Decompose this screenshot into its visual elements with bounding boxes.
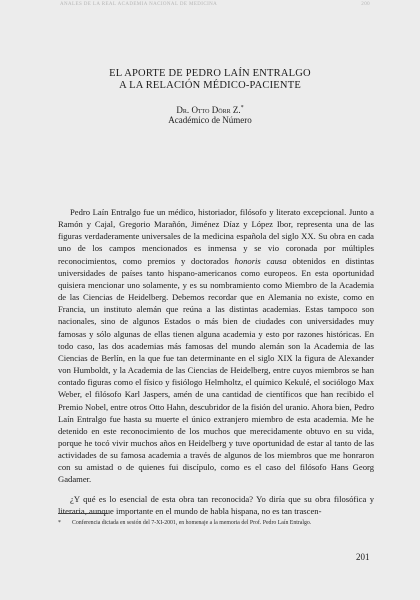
bleed-running-title: ANALES DE LA REAL ACADEMIA NACIONAL DE MEDICINA [60, 2, 218, 7]
page-number: 201 [356, 552, 370, 562]
bleed-through-header [60, 2, 370, 10]
footnote-mark: * [58, 520, 61, 526]
footnote [58, 519, 378, 527]
author-name: Otto Dörr Z. [191, 105, 241, 115]
article-title-line-2: A LA RELACIÓN MÉDICO-PACIENTE [119, 80, 301, 91]
article-title-line-1: EL APORTE DE PEDRO LAÍN ENTRALGO [109, 68, 311, 79]
article-body [58, 206, 374, 517]
author-prefix: Dr. [176, 105, 190, 115]
bleed-page-number: 200 [361, 2, 370, 7]
footnote-rule [58, 513, 108, 514]
body-paragraph-2: ¿Y qué es lo esencial de esta obra tan reconocida? Yo diría que su obra filosófica y literaria, aunque importante en el mundo de habla hispana, no es tan trascen- [58, 493, 374, 516]
author-role: Académico de Número [168, 115, 252, 125]
p1-italic-honoris-causa: honoris causa [234, 255, 287, 266]
body-paragraph-1 [58, 206, 374, 486]
footnote-text: Conferencia dictada en sesión del 7-XI-2001, en homenaje a la memoria del Prof. Pedro Laín Entralgo. [72, 520, 312, 526]
p1-text-a: Pedro Laín Entralgo fue un médico, historiador, filósofo y literato excepcional. Junto a Ramón y Cajal, Gregorio Marañón, Jiménez Díaz y López Ibor, representa una de las figuras verdaderamente universales de la medicina española del siglo XX. Su obra en cada uno de los campos mencionados es inmensa y se vio coronada por múltiples reconocimientos, como premios y doctorados [58, 207, 374, 266]
author-footnote-mark: * [240, 105, 244, 111]
p1-text-b: obtenidos en distintas universidades de países tanto hispano-americanos como europeos. En esta oportunidad quisiera mencionar uno solamente, y es su nombramiento como Miembro de la Academia de las Ciencias de Heidelberg. Debemos recordar que en Alemania no existe, como en Francia, un instituto alemán que reúna a las distintas academias. Estas tampoco son nacionales, sino de algunos Estados o más bien de ciudades con universidades muy famosas y sólo algunas de ellas tienen alguna academia y esto por razones históricas. En todo caso, las dos academias más famosas del mundo alemán son la Academia de las Ciencias de Berlín, en la que fue tan determinante en el siglo XIX la figura de Alexander von Humboldt, y la Academia de las Ciencias de Heidelberg, entre cuyos miembros se han contado figuras como el físico y fisiólogo Helmholtz, el químico Kekulé, el sociólogo Max Weber, el filósofo Karl Jaspers, amén de una cantidad de científicos que han recibido el Premio Nobel, entre otros Otto Hahn, descubridor de la fisión del uranio. Ahora bien, Pedro Laín Entralgo fue hasta su muerte el único extranjero miembro de esta academia. Me he detenido en este reconocimiento de los muchos que merecidamente obtuvo en su vida, porque he tocó vivir muchos años en Heidelberg y tuve oportunidad de estar al tanto de las actividades de su famosa academia a través de algunos de los miembros que me honraron con su amistad o de quienes fui discípulo, como es el caso del filósofo Hans Georg Gadamer. [58, 255, 375, 485]
